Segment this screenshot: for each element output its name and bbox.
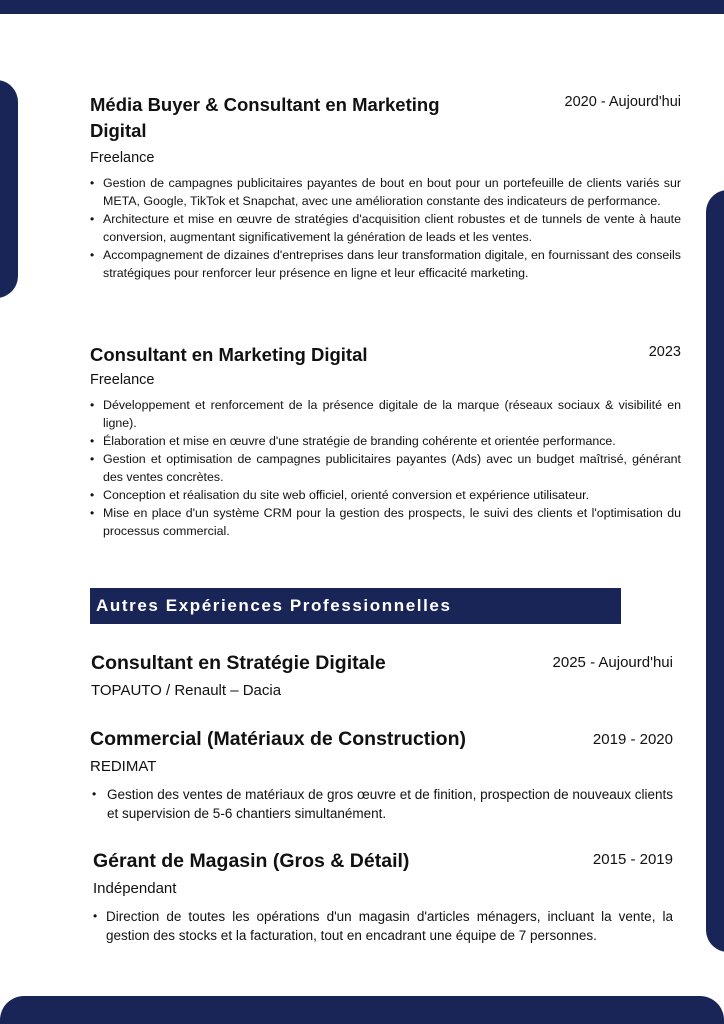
- experience-consultant-marketing: [90, 342, 681, 540]
- bullet-item: • Développement et renforcement de la présence digitale de la marque (réseaux sociaux & visibilité en ligne).: [90, 396, 681, 432]
- right-accent-bar: [706, 190, 724, 952]
- bullet-item: • Direction de toutes les opérations d'un magasin d'articles ménagers, incluant la vente, la gestion des stocks et la facturation, tout en encadrant une équipe de 7 personnes.: [93, 907, 673, 945]
- bullet-item: • Gestion et optimisation de campagnes publicitaires payantes (Ads) avec un budget maîtrisé, générant des ventes concrètes.: [90, 450, 681, 486]
- experience-strategie-digitale: [91, 650, 673, 699]
- job-date: 2019 - 2020: [592, 731, 673, 748]
- job-company: TOPAUTO / Renault – Dacia: [91, 682, 282, 699]
- job-date: 2025 - Aujourd'hui: [552, 654, 673, 671]
- experience-media-buyer: [90, 92, 681, 282]
- job-title: Consultant en Stratégie Digitale: [91, 652, 386, 674]
- job-date: 2023: [648, 344, 681, 360]
- job-title: Commercial (Matériaux de Construction): [90, 728, 466, 750]
- job-title: Consultant en Marketing Digital: [90, 344, 368, 365]
- bullet-item: • Gestion des ventes de matériaux de gros œuvre et de finition, prospection de nouveaux clients et supervision de 5-6 chantiers simultanément.: [92, 785, 673, 823]
- bullet-item: • Élaboration et mise en œuvre d'une stratégie de branding cohérente et orientée performance.: [90, 432, 681, 450]
- job-date: 2020 - Aujourd'hui: [564, 94, 681, 110]
- job-bullets: [90, 785, 673, 823]
- job-title: Gérant de Magasin (Gros & Détail): [93, 850, 410, 872]
- job-company: Indépendant: [93, 880, 177, 897]
- bullet-item: • Mise en place d'un système CRM pour la gestion des prospects, le suivi des clients et l'optimisation du processus commercial.: [90, 504, 681, 540]
- job-date: 2015 - 2019: [592, 851, 673, 868]
- job-company: Freelance: [90, 372, 155, 388]
- job-company: Freelance: [90, 150, 155, 166]
- bullet-item: • Accompagnement de dizaines d'entreprises dans leur transformation digitale, en fournissant des conseils stratégiques pour renforcer leur présence en ligne et leur efficacité marketing.: [90, 246, 681, 282]
- job-bullets: [90, 174, 681, 282]
- section-heading-band: [90, 588, 621, 624]
- bullet-item: • Architecture et mise en œuvre de stratégies d'acquisition client robustes et de tunnels de vente à haute conversion, augmentant significativement la génération de leads et les ventes.: [90, 210, 681, 246]
- experience-gerant-magasin: [93, 848, 673, 945]
- job-bullets: [90, 396, 681, 540]
- bottom-band: [0, 996, 724, 1024]
- top-band: [0, 0, 724, 14]
- bullet-item: • Conception et réalisation du site web officiel, orienté conversion et expérience utilisateur.: [90, 486, 681, 504]
- experience-commercial: [90, 726, 673, 823]
- job-title: Média Buyer & Consultant en Marketing Digital: [90, 94, 440, 141]
- job-bullets: [93, 907, 673, 945]
- left-accent-tab: [0, 80, 18, 298]
- job-company: REDIMAT: [90, 758, 157, 775]
- bullet-item: • Gestion de campagnes publicitaires payantes de bout en bout pour un portefeuille de clients variés sur META, Google, TikTok et Snapchat, avec une amélioration constante des indicateurs de performance.: [90, 174, 681, 210]
- section-heading: Autres Expériences Professionnelles: [96, 596, 452, 615]
